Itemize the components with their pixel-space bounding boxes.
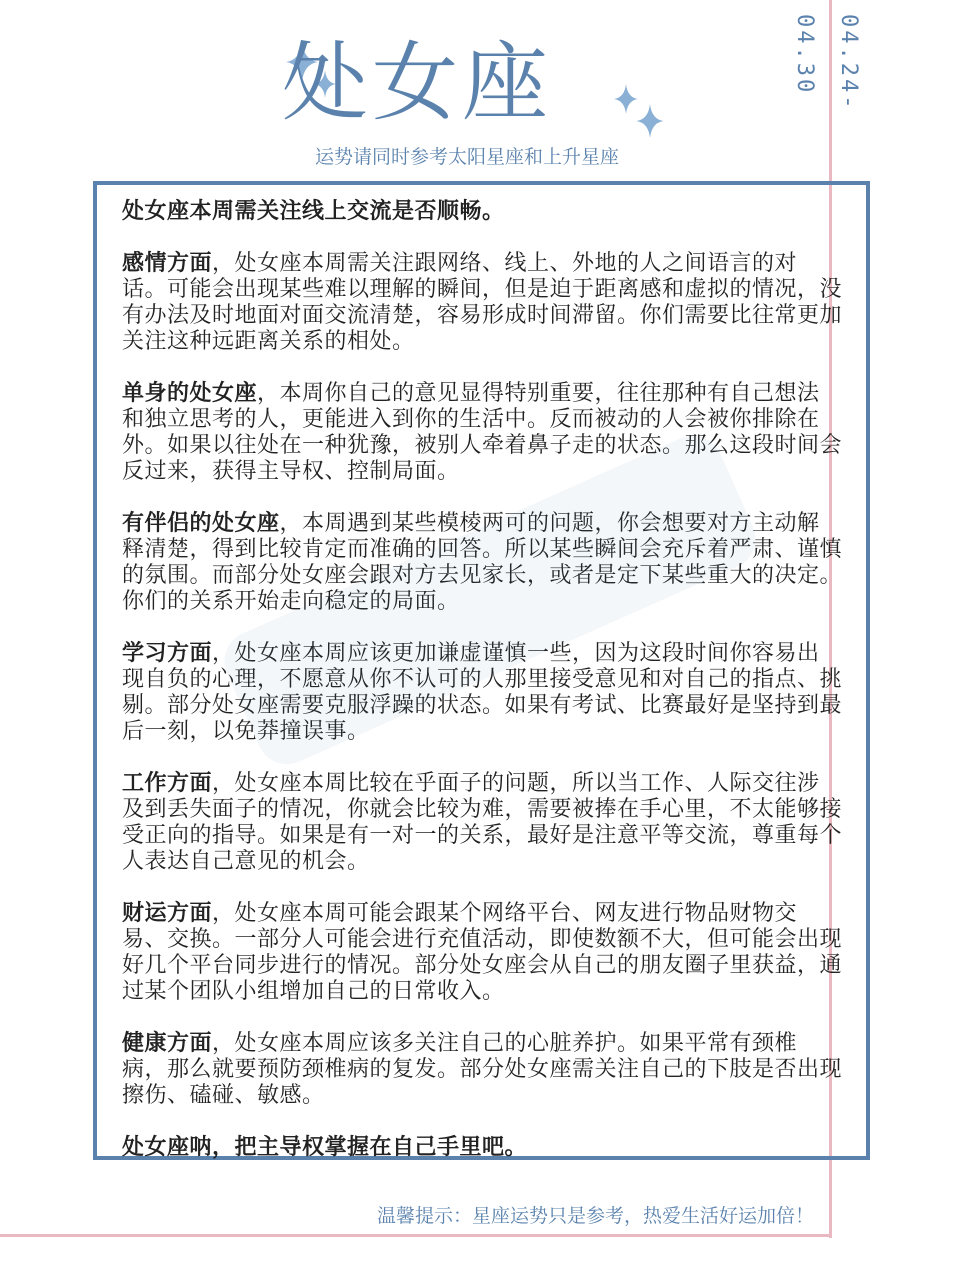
- section-wealth: [122, 901, 842, 1005]
- date-range: 04.24-04.30: [792, 14, 861, 112]
- section-study: [122, 641, 842, 745]
- pink-horizontal-divider: [0, 1234, 832, 1237]
- section-text: ，处女座本周需关注跟网络、线上、外地的人之间语言的对话。可能会出现某些难以理解的瞬间，但是迫于距离感和虚拟的情况，没有办法及时地面对面交流清楚，容易形成时间滞留。你们需要比往常更加关注这种远距离关系的相处。: [122, 251, 843, 354]
- section-text: ，处女座本周应该更加谦虚谨慎一些，因为这段时间你容易出现自负的心理，不愿意从你不认可的人那里接受意见和对自己的指点、挑剔。部分处女座需要克服浮躁的状态。如果有考试、比赛最好是坚持到最后一刻，以免莽撞误事。: [122, 641, 843, 744]
- section-lead: 工作方面: [122, 771, 213, 796]
- section-lead: 单身的处女座: [122, 381, 258, 406]
- footer-tip: 温馨提示：星座运势只是参考，热爱生活好运加倍！: [376, 1205, 814, 1227]
- section-lead: 学习方面: [122, 641, 213, 666]
- section-text: ，处女座本周比较在乎面子的问题，所以当工作、人际交往涉及到丢失面子的情况，你就会比较为难，需要被捧在手心里，不太能够接受正向的指导。如果是有一对一的关系，最好是注意平等交流，尊重每个人表达自己意见的机会。: [122, 771, 843, 874]
- section-lead: 有伴侣的处女座: [122, 511, 280, 536]
- section-lead: 感情方面: [122, 251, 213, 276]
- section-couple: [122, 511, 842, 615]
- section-lead: 财运方面: [122, 901, 213, 926]
- section-text: ，本周你自己的意见显得特别重要，往往那种有自己想法和独立思考的人，更能进入到你的生活中。反而被动的人会被你排除在外。如果以往处在一种犹豫，被别人牵着鼻子走的状态。那么这段时间会反过来，获得主导权、控制局面。: [122, 381, 843, 484]
- section-work: [122, 771, 842, 875]
- section-lead: 健康方面: [122, 1031, 213, 1056]
- section-single: [122, 381, 842, 485]
- horoscope-content-box: [93, 181, 870, 1160]
- section-love: [122, 251, 842, 355]
- section-text: ，本周遇到某些模棱两可的问题，你会想要对方主动解释清楚，得到比较肯定而准确的回答。所以某些瞬间会充斥着严肃、谨慎的氛围。而部分处女座会跟对方去见家长，或者是定下某些重大的决定。你们的关系开始走向稳定的局面。: [122, 511, 843, 614]
- page-subtitle: 运势请同时参考太阳星座和上升星座: [314, 146, 619, 168]
- closing-line: 处女座呐，把主导权掌握在自己手里吧。: [122, 1135, 528, 1160]
- page-title: 处女座: [282, 33, 552, 133]
- section-health: [122, 1031, 842, 1109]
- section-text: ，处女座本周应该多关注自己的心脏养护。如果平常有颈椎病，那么就要预防颈椎病的复发。部分处女座需关注自己的下肢是否出现擦伤、磕碰、敏感。: [122, 1031, 843, 1108]
- section-text: ，处女座本周可能会跟某个网络平台、网友进行物品财物交易、交换。一部分人可能会进行充值活动，即使数额不大，但可能会出现好几个平台同步进行的情况。部分处女座会从自己的朋友圈子里获益，通过某个团队小组增加自己的日常收入。: [122, 901, 843, 1004]
- intro-line: 处女座本周需关注线上交流是否顺畅。: [122, 199, 505, 224]
